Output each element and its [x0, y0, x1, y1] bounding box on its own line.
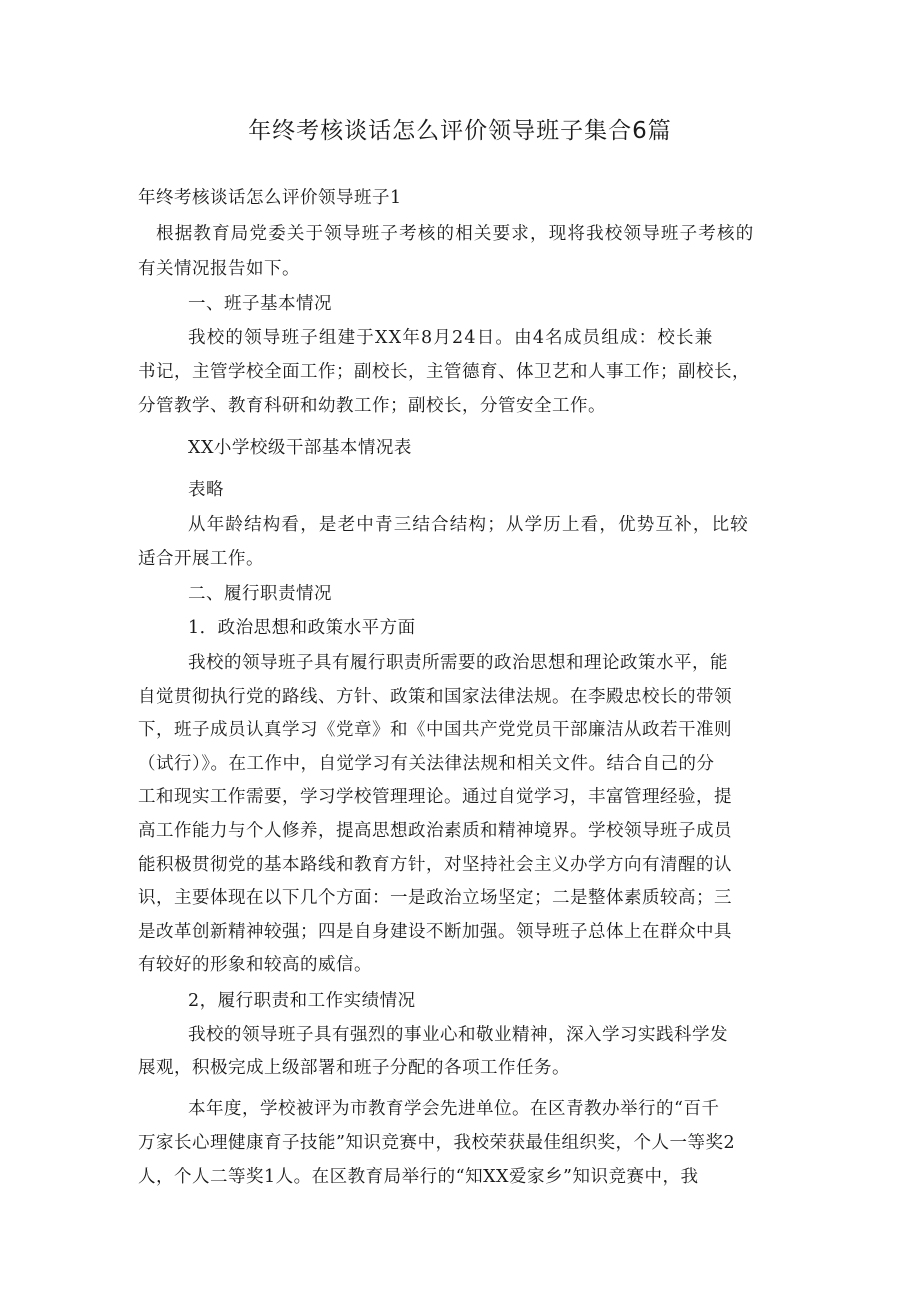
subheading: 一、班子基本情况 [188, 294, 332, 314]
paragraph-line: （试行）》。在工作中，自觉学习有关法律法规和相关文件。结合自己的分 [138, 754, 715, 774]
paragraph-line: 能积极贯彻党的基本路线和教育方针，对坚持社会主义办学方向有清醒的认 [138, 855, 732, 875]
subheading: 二、履行职责情况 [188, 584, 332, 604]
paragraph-line: 适合开展工作。 [138, 549, 264, 569]
paragraph-line: 高工作能力与个人修养，提高思想政治素质和精神境界。学校领导班子成员 [138, 821, 732, 841]
subheading: 2，履行职责和工作实绩情况 [188, 991, 416, 1011]
paragraph-line: 本年度，学校被评为市教育学会先进单位。在区青教办举行的“百千 [188, 1099, 720, 1119]
document-title: 年终考核谈话怎么评价领导班子集合6篇 [248, 118, 672, 144]
paragraph-line: 自觉贯彻执行党的路线、方针、政策和国家法律法规。在李殿忠校长的带领 [138, 687, 732, 707]
section-heading: 年终考核谈话怎么评价领导班子1 [138, 188, 402, 208]
paragraph-line: 分管教学、教育科研和幼教工作；副校长，分管安全工作。 [138, 396, 606, 416]
paragraph-line: 我校的领导班子具有履行职责所需要的政治思想和理论政策水平，能 [188, 653, 728, 673]
paragraph-line: 万家长心理健康育子技能”知识竞赛中，我校荣获最佳组织奖，个人一等奖2 [138, 1133, 736, 1153]
paragraph-line: 展观，积极完成上级部署和班子分配的各项工作任务。 [138, 1058, 570, 1078]
paragraph-line: 工和现实工作需要，学习学校管理理论。通过自觉学习，丰富管理经验，提 [138, 787, 732, 807]
paragraph-line: 我校的领导班子具有强烈的事业心和敬业精神，深入学习实践科学发 [188, 1025, 728, 1045]
paragraph-line: 有关情况报告如下。 [138, 259, 300, 279]
paragraph-line: 识，主要体现在以下几个方面：一是政治立场坚定；二是整体素质较高；三 [138, 888, 732, 908]
table-caption: XX小学校级干部基本情况表 [188, 438, 412, 458]
paragraph-line: 根据教育局党委关于领导班子考核的相关要求，现将我校领导班子考核的 [156, 224, 755, 244]
paragraph-line: 书记，主管学校全面工作；副校长，主管德育、体卫艺和人事工作；副校长， [138, 362, 750, 382]
table-placeholder: 表略 [188, 480, 224, 500]
paragraph-line: 是改革创新精神较强；四是自身建设不断加强。领导班子总体上在群众中具 [138, 922, 732, 942]
paragraph-line: 从年龄结构看，是老中青三结合结构；从学历上看，优势互补，比较 [188, 515, 749, 535]
paragraph-line: 我校的领导班子组建于XX年8月24日。由4名成员组成：校长兼 [188, 328, 714, 348]
paragraph-line: 人，个人二等奖1人。在区教育局举行的“知XX爱家乡”知识竞赛中，我 [138, 1167, 699, 1187]
paragraph-line: 有较好的形象和较高的威信。 [138, 955, 372, 975]
paragraph-line: 下，班子成员认真学习《党章》和《中国共产党党员干部廉洁从政若干准则 [138, 720, 732, 740]
subheading: 1．政治思想和政策水平方面 [188, 618, 416, 638]
